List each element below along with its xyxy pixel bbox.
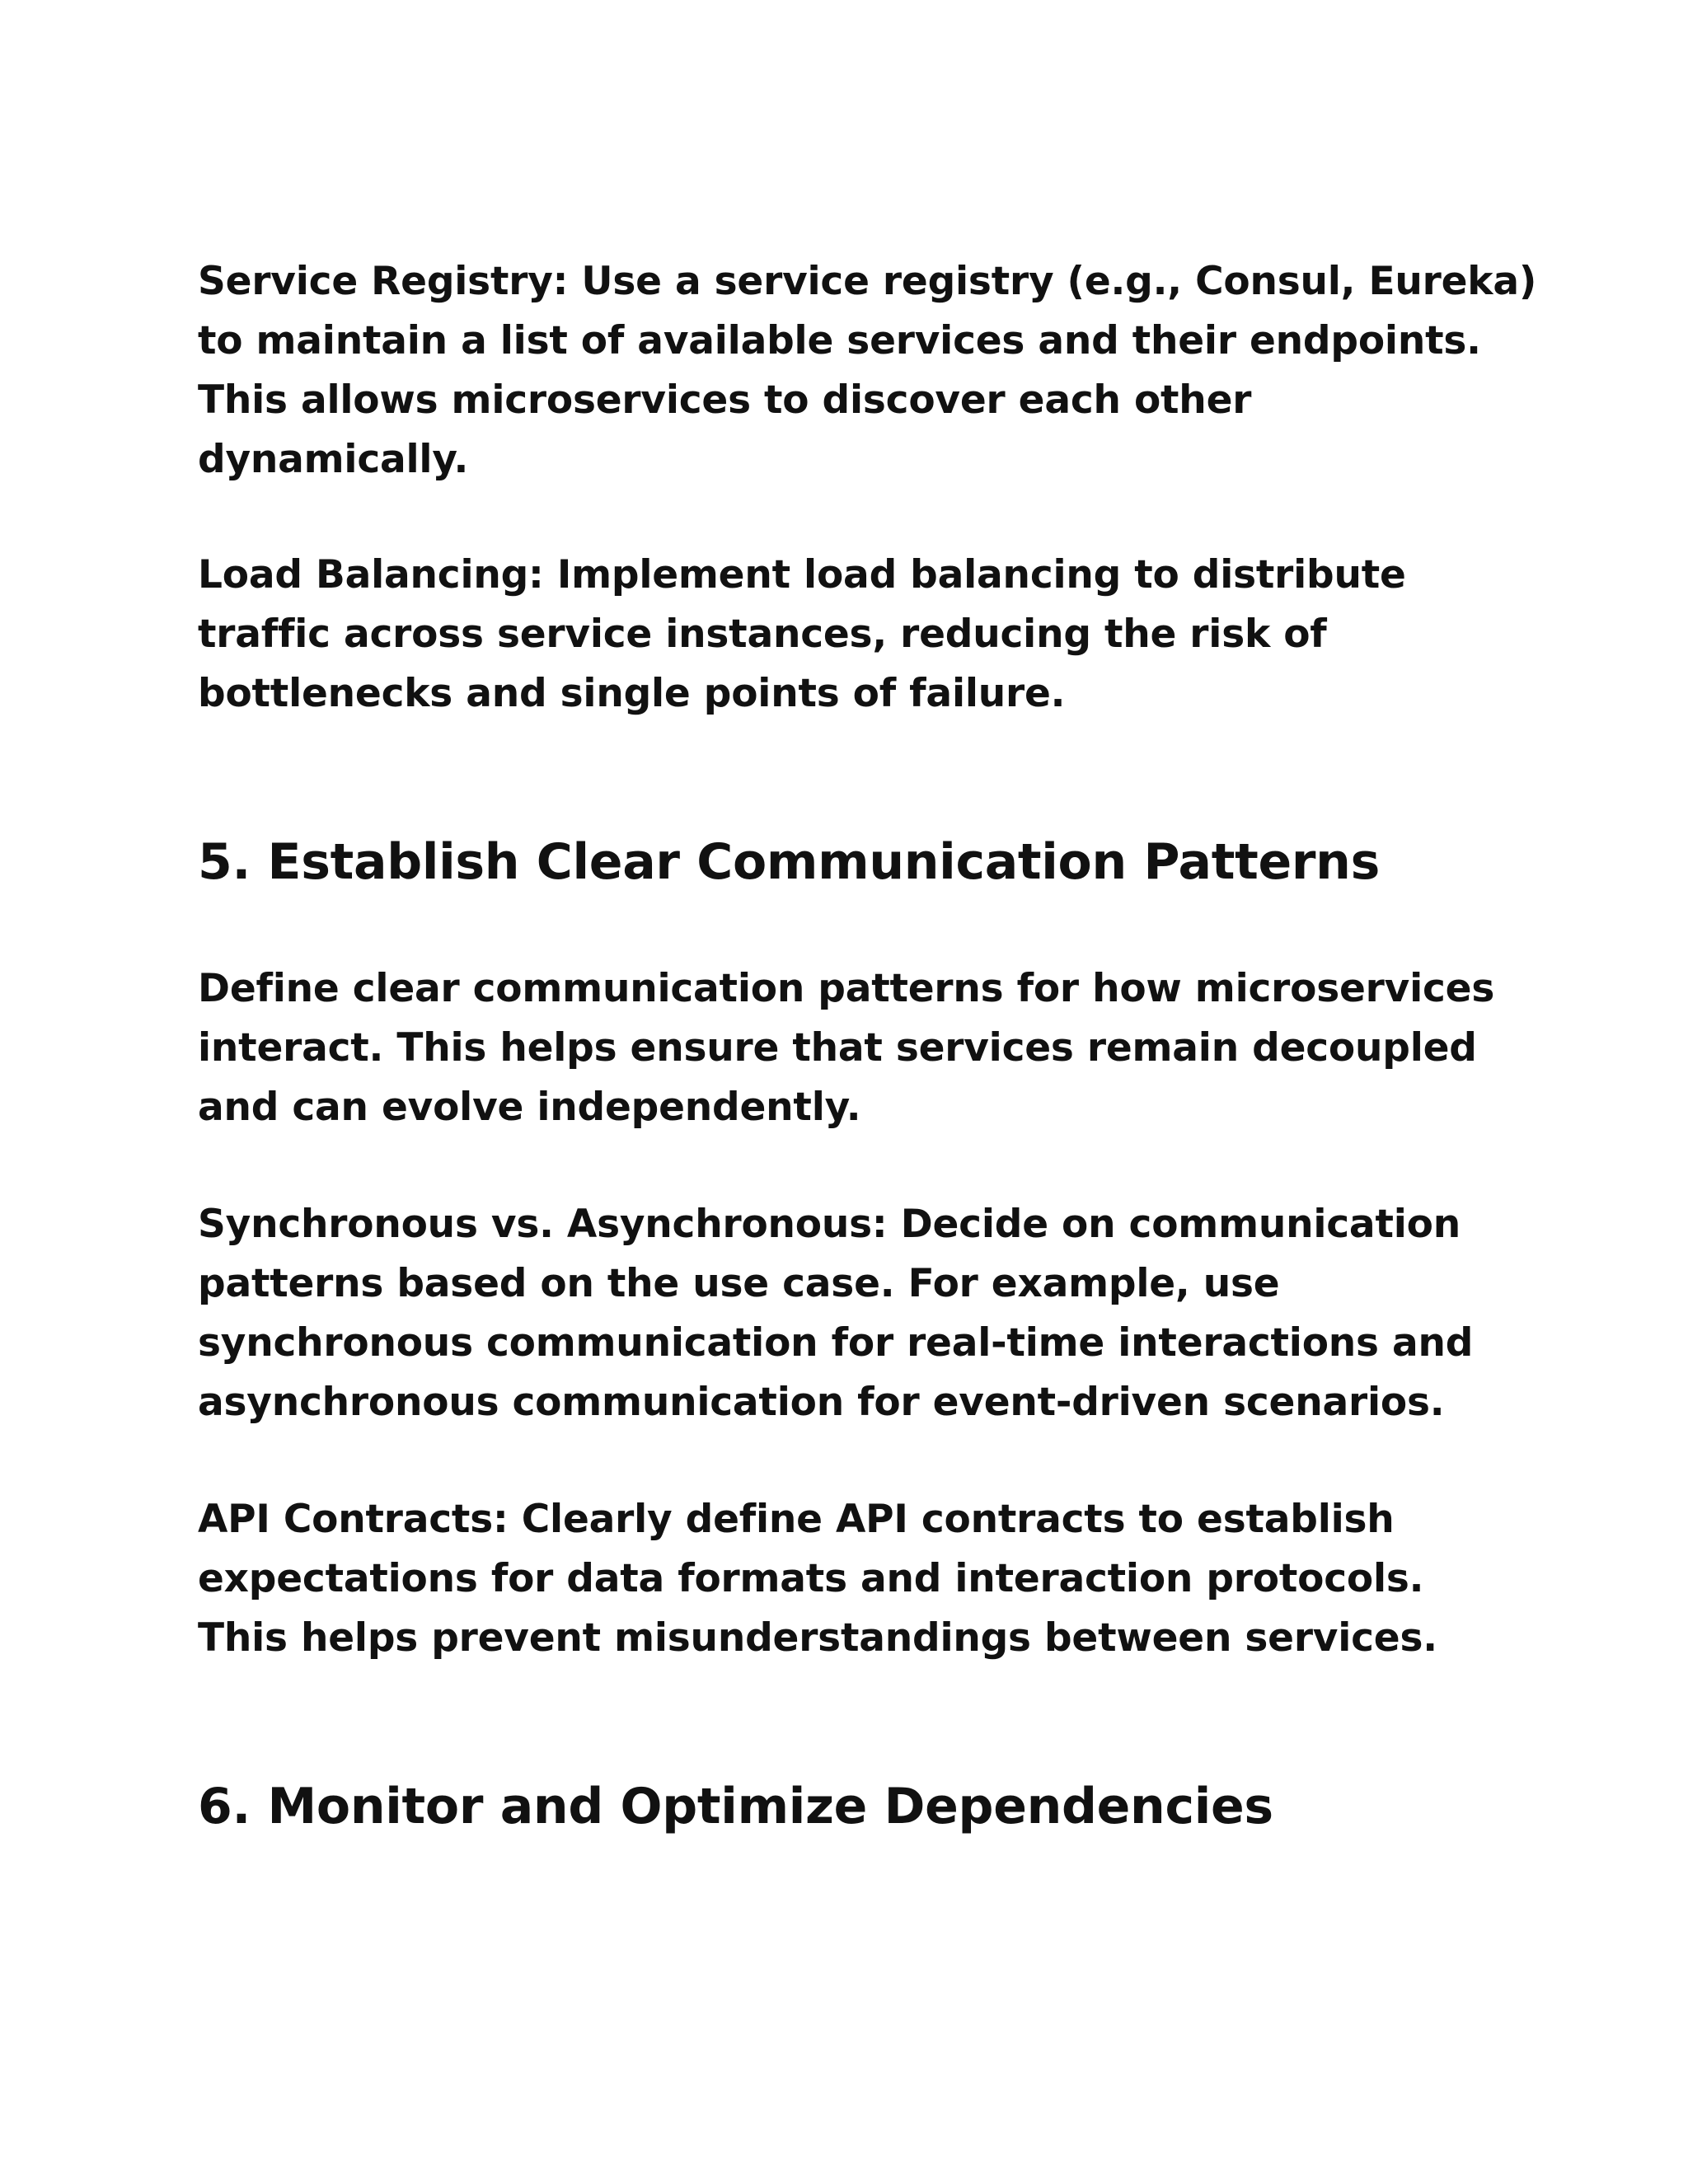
paragraph-line: interact. This helps ensure that services remain decoupled bbox=[198, 1025, 1477, 1071]
paragraph-line: synchronous communication for real-time interactions and bbox=[198, 1320, 1474, 1366]
paragraph-line: This helps prevent misunderstandings between services. bbox=[198, 1615, 1437, 1661]
paragraph-line: Define clear communication patterns for how microservices bbox=[198, 966, 1495, 1011]
paragraph-line: and can evolve independently. bbox=[198, 1085, 861, 1130]
paragraph-line: This allows microservices to discover each other bbox=[198, 377, 1252, 423]
paragraph-line: to maintain a list of available services and their endpoints. bbox=[198, 318, 1481, 363]
paragraph-line: expectations for data formats and interaction protocols. bbox=[198, 1556, 1424, 1601]
paragraph-line: API Contracts: Clearly define API contracts to establish bbox=[198, 1497, 1395, 1542]
paragraph-line: Service Registry: Use a service registry (e.g., Consul, Eureka) bbox=[198, 259, 1537, 304]
api-contracts-paragraph bbox=[198, 1490, 1533, 1668]
load-balancing-paragraph bbox=[198, 546, 1533, 724]
section-heading-5: 5. Establish Clear Communication Patterns bbox=[198, 833, 1380, 891]
paragraph-line: Load Balancing: Implement load balancing to distribute bbox=[198, 552, 1406, 598]
sync-async-paragraph bbox=[198, 1195, 1533, 1432]
define-patterns-paragraph bbox=[198, 959, 1533, 1137]
paragraph-line: patterns based on the use case. For example, use bbox=[198, 1261, 1280, 1306]
paragraph-line: Synchronous vs. Asynchronous: Decide on communication bbox=[198, 1202, 1461, 1247]
section-heading-6: 6. Monitor and Optimize Dependencies bbox=[198, 1778, 1273, 1835]
paragraph-line: asynchronous communication for event-driven scenarios. bbox=[198, 1380, 1445, 1425]
service-registry-paragraph bbox=[198, 252, 1537, 490]
paragraph-line: dynamically. bbox=[198, 437, 469, 482]
paragraph-line: traffic across service instances, reducing the risk of bbox=[198, 612, 1327, 657]
paragraph-line: bottlenecks and single points of failure. bbox=[198, 671, 1066, 716]
